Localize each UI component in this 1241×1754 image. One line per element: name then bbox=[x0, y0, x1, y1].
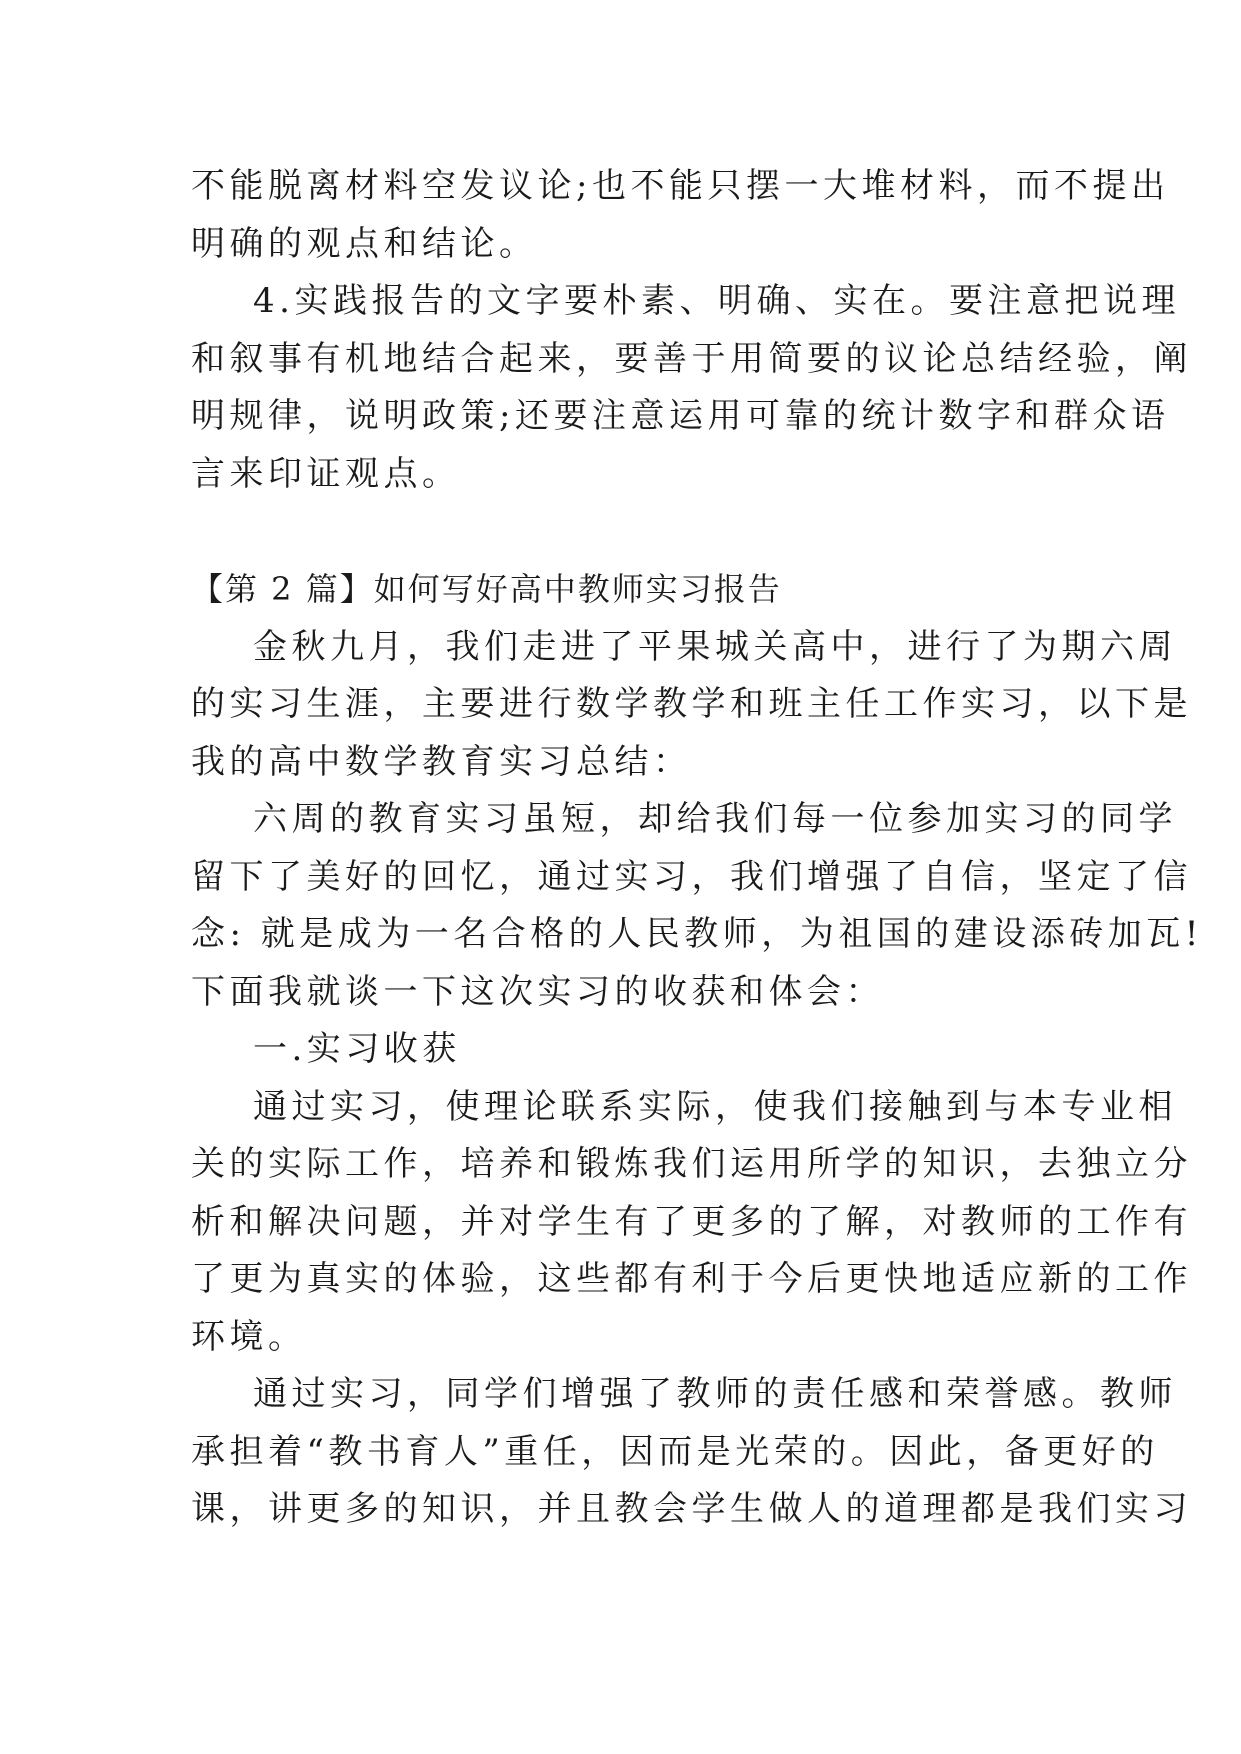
paragraph-line: 金秋九月，我们走进了平果城关高中，进行了为期六周 bbox=[253, 626, 1177, 667]
paragraph-line: 关的实际工作，培养和锻炼我们运用所学的知识，去独立分 bbox=[191, 1144, 1192, 1184]
paragraph-line: 言来印证观点。 bbox=[191, 453, 461, 494]
section-heading: 【第 2 篇】如何写好高中教师实习报告 bbox=[191, 570, 782, 608]
paragraph-line: 和叙事有机地结合起来，要善于用简要的议论总结经验，阐 bbox=[191, 338, 1192, 379]
paragraph-line: 念: 就是成为一名合格的人民教师，为祖国的建设添砖加瓦! bbox=[191, 914, 1203, 954]
paragraph-line: 承担着“教书育人”重任，因而是光荣的。因此，备更好的 bbox=[191, 1431, 1159, 1472]
paragraph-line: 明规律，说明政策;还要注意运用可靠的统计数字和群众语 bbox=[191, 396, 1170, 436]
paragraph-line: 明确的观点和结论。 bbox=[191, 223, 538, 264]
section-gap bbox=[191, 503, 1051, 561]
paragraph-line: 不能脱离材料空发议论;也不能只摆一大堆材料，而不提出 bbox=[191, 166, 1170, 206]
paragraph-line: 通过实习，同学们增强了教师的责任感和荣誉感。教师 bbox=[253, 1374, 1177, 1414]
document-page bbox=[191, 158, 1203, 1539]
paragraph-line: 4.实践报告的文字要朴素、明确、实在。要注意把说理 bbox=[253, 281, 1180, 321]
paragraph-line: 下面我就谈一下这次实习的收获和体会： bbox=[191, 971, 884, 1012]
paragraph-line: 通过实习，使理论联系实际，使我们接触到与本专业相 bbox=[253, 1086, 1177, 1127]
subheading: 一.实习收获 bbox=[253, 1029, 461, 1069]
paragraph-line: 的实习生涯，主要进行数学教学和班主任工作实习，以下是 bbox=[191, 684, 1192, 724]
paragraph-line: 析和解决问题，并对学生有了更多的了解，对教师的工作有 bbox=[191, 1201, 1192, 1242]
paragraph-line: 留下了美好的回忆，通过实习，我们增强了自信，坚定了信 bbox=[191, 856, 1192, 897]
paragraph-line: 了更为真实的体验，这些都有利于今后更快地适应新的工作 bbox=[191, 1259, 1192, 1299]
paragraph-line: 环境。 bbox=[191, 1316, 307, 1357]
paragraph-line: 六周的教育实习虽短，却给我们每一位参加实习的同学 bbox=[253, 799, 1177, 839]
paragraph-line: 课，讲更多的知识，并且教会学生做人的道理都是我们实习 bbox=[191, 1489, 1192, 1529]
paragraph-line: 我的高中数学教育实习总结： bbox=[191, 741, 692, 782]
